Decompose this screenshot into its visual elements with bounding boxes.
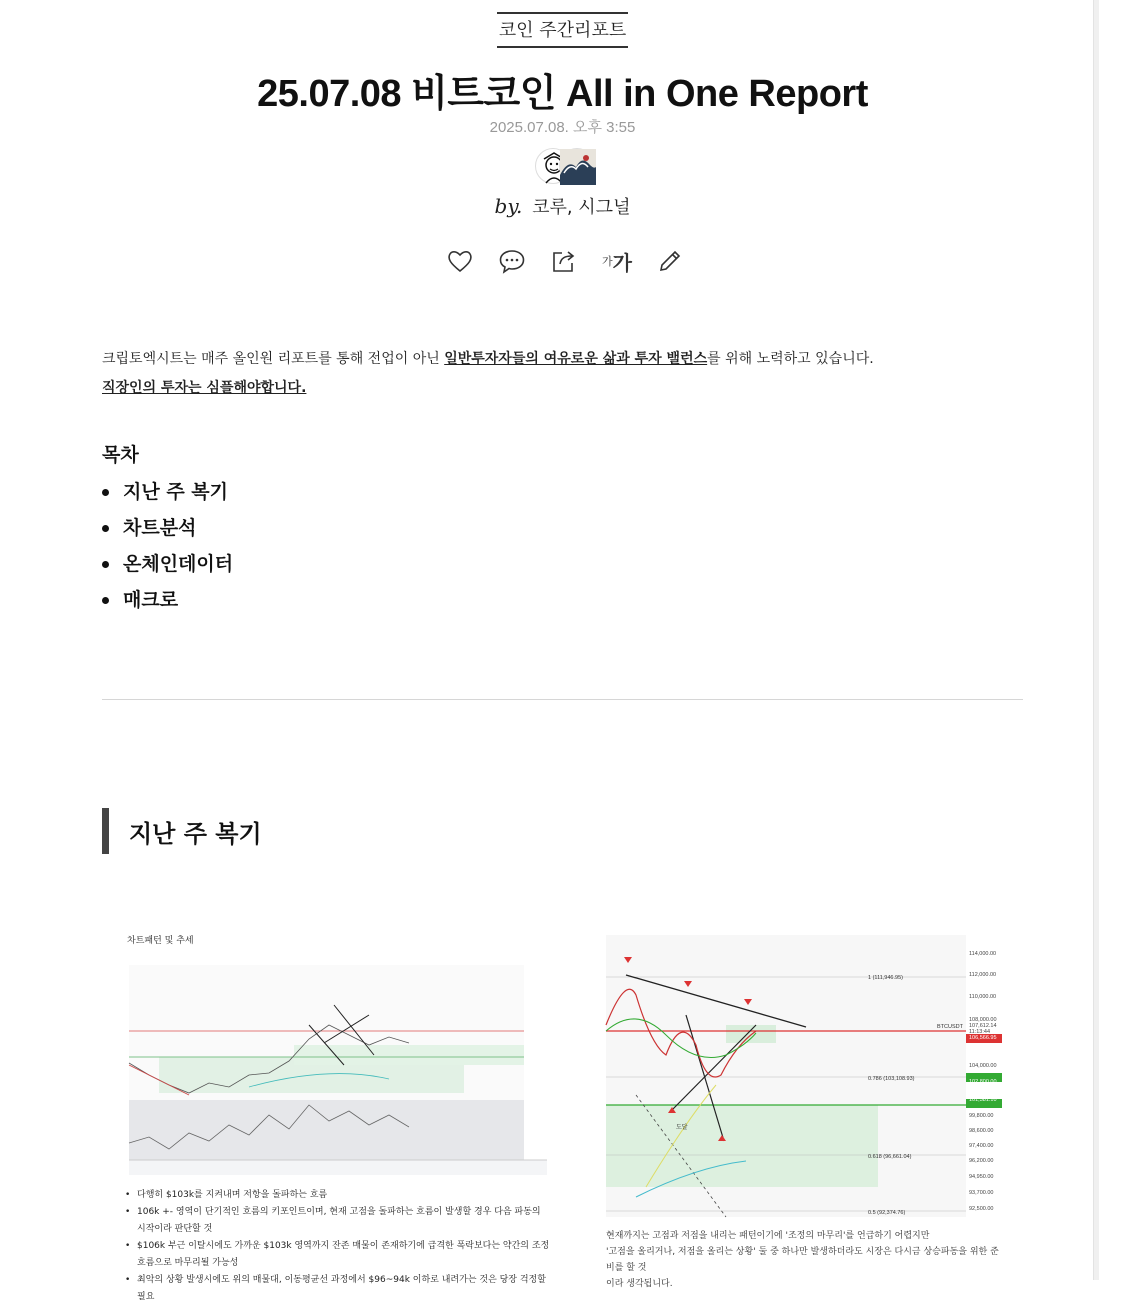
intro-emphasis-link[interactable]: 일반투자자들의 여유로운 삶과 투자 밸런스 [444,351,708,367]
like-button[interactable] [446,247,474,275]
toc-item-label[interactable]: 온체인데이터 [123,553,234,575]
chart-image-1[interactable] [115,925,555,1302]
fib-level-label: 0.5 (92,374.76) [868,1210,906,1216]
byline-authors[interactable]: 코루, 시그널 [532,197,631,218]
avatar-signal[interactable] [559,148,595,184]
intro-text-b: 를 위해 노력하고 있습니다. [707,351,874,367]
price-tick-label: 99,800.00 [969,1113,994,1119]
toc-item[interactable] [102,582,233,618]
fib-level-label: 1 (111,946.95) [868,975,903,981]
post-date: 2025.07.08. 오후 3:55 [489,119,636,136]
heart-icon [446,247,474,275]
ticker-label: BTCUSDT [937,1024,963,1030]
chart-image-2[interactable] [606,935,1002,1289]
fib-level-label: 0.618 (96,661.04) [868,1154,912,1160]
comment-button[interactable] [498,247,526,275]
toc-item-label[interactable]: 차트분석 [123,517,197,539]
intro-line-1 [102,345,1002,374]
chart-image-2-caption [606,1228,1002,1292]
price-tick-label: 110,000.00 [969,994,997,1000]
price-tick-label: 102,800.00 [969,1079,997,1085]
chart-image-1-graphic [129,965,547,1175]
analysis-bullet: • 최악의 상황 발생시에도 위의 매물대, 이동평균선 과정에서 $96~94k 이하로 내려가는 것은 당장 걱정할 필요 [123,1272,551,1306]
comment-icon [498,247,526,275]
price-tick-label: 96,200.00 [969,1158,994,1164]
bullet-dot [102,597,109,604]
price-tick-label: 114,000.00 [969,951,997,957]
toc-item[interactable] [102,510,233,546]
time-label: 11:13:44 [969,1029,991,1035]
analysis-bullet: • $106k 부근 이탈시에도 가까운 $103k 영역까지 잔존 매물이 존재하기에 급격한 폭락보다는 약간의 조정흐름으로 마무리될 가능성 [123,1238,551,1272]
toc-item-label[interactable]: 지난 주 복기 [123,481,228,503]
edit-button[interactable] [656,247,684,275]
price-tick-label: 93,700.00 [969,1190,994,1196]
price-tick-label: 92,500.00 [969,1206,994,1212]
font-size-small-glyph: 가 [602,255,613,268]
toc-item[interactable] [102,546,233,582]
chart-image-2-graphic [606,935,1002,1217]
price-tick-label: 98,600.00 [969,1128,994,1134]
price-tick-label: 104,000.00 [969,1063,997,1069]
intro-slogan-link[interactable]: 직장인의 투자는 심플해야합니다. [102,380,307,396]
page-scrollbar[interactable] [1093,0,1099,1280]
pencil-icon [656,247,684,275]
toc-item[interactable] [102,474,233,510]
share-button[interactable] [550,247,578,275]
category-text[interactable]: 코인 주간리포트 [497,12,628,48]
arrow-annotation: 도달 [676,1124,688,1131]
font-size-button[interactable] [602,247,632,275]
caption-line: '고점을 올리거나, 저점을 올리는 상황' 둘 중 하나만 발생하더라도 시장은 다시금 상승파동을 위한 준비를 할 것 [606,1247,999,1273]
toc-list [102,474,233,618]
fib-level-label: 0.786 (103,108.93) [868,1076,915,1082]
price-tick-label: 101,381.10 [969,1097,997,1103]
heading-accent-bar [102,808,109,854]
caption-line: 이라 생각됩니다. [606,1279,673,1289]
price-tick-label: 97,400.00 [969,1143,994,1149]
share-icon [550,247,578,275]
chart-image-1-bullets [123,1187,551,1306]
price-tick-label: 94,950.00 [969,1174,994,1180]
toc-item-label[interactable]: 매크로 [123,589,179,611]
chart-image-1-caption: 차트패턴 및 추세 [127,936,194,946]
analysis-bullet: • 다행히 $103k를 지켜내며 저항을 돌파하는 흐름 [123,1187,551,1204]
section-heading [102,808,262,854]
page-title: 25.07.08 비트코인 All in One Report [257,73,868,115]
toc-title: 목차 [102,444,139,466]
intro-line-2 [102,374,1002,403]
section-divider [102,699,1023,700]
price-tick-label: 108,000.00 [969,1017,997,1023]
price-tick-label: 107,612.14 [969,1023,997,1029]
price-tick-label: 106,566.95 [969,1035,997,1041]
price-tick-label: 112,000.00 [969,972,997,978]
section-title: 지난 주 복기 [129,819,262,848]
author-avatars[interactable] [535,148,597,186]
bullet-dot [102,525,109,532]
font-size-large-glyph: 가 [612,250,632,275]
category-label[interactable] [0,12,1125,48]
bullet-dot [102,561,109,568]
caption-line: 현재까지는 고점과 저점을 내리는 패턴이기에 '조정의 마무리'를 언급하기 어렵지만 [606,1231,930,1241]
intro-paragraph [102,345,1002,403]
action-bar [446,246,684,276]
byline-prefix: by. [494,194,523,218]
byline [0,193,1125,219]
analysis-bullet: • 106k +- 영역이 단기적인 흐름의 키포인트이며, 현재 고점을 돌파하는 흐름이 발생할 경우 다음 파동의 시작이라 판단할 것 [123,1204,551,1238]
intro-text-a: 크립토엑시트는 매주 올인원 리포트를 통해 전업이 아닌 [102,351,445,367]
bullet-dot [102,489,109,496]
